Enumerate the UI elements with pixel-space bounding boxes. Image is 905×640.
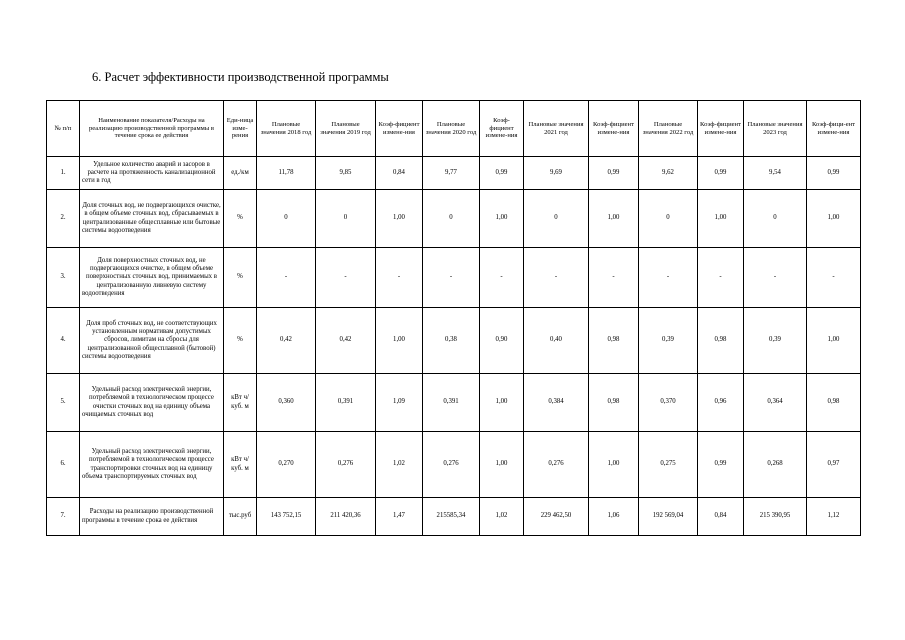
plan-2018-cell: 0,360 [257, 374, 316, 432]
row-unit: % [224, 248, 257, 308]
coef-cell: 1,00 [698, 190, 744, 248]
row-unit: ед./км [224, 157, 257, 190]
plan-2019-cell: - [316, 248, 376, 308]
header-plan-2021: Плановые значения 2021 год [524, 101, 589, 157]
header-unit: Еди-ница изме-рения [224, 101, 257, 157]
plan-2023-cell: 9,54 [744, 157, 807, 190]
coef-cell: 1,12 [807, 498, 861, 536]
row-name: Доля проб сточных вод, не соответствующих установленным нормативам допустимых сбросов, лимитам на сбросы для централизованной общесплавной (бытовой) системы водоотведения [80, 308, 224, 374]
coef-cell: - [698, 248, 744, 308]
coef-cell: 1,00 [480, 432, 524, 498]
table-row [47, 248, 861, 308]
plan-2021-cell: 0,384 [524, 374, 589, 432]
row-num: 7. [47, 498, 80, 536]
coef-cell: 0,96 [698, 374, 744, 432]
header-coef-4: Коэф-фициент измене-ния [698, 101, 744, 157]
plan-2019-cell: 211 420,36 [316, 498, 376, 536]
row-num: 3. [47, 248, 80, 308]
coef-cell: 1,00 [376, 190, 423, 248]
plan-2023-cell: - [744, 248, 807, 308]
plan-2018-cell: 0,42 [257, 308, 316, 374]
table-row [47, 498, 861, 536]
plan-2020-cell: 0,391 [423, 374, 480, 432]
plan-2019-cell: 0,42 [316, 308, 376, 374]
plan-2023-cell: 0 [744, 190, 807, 248]
coef-cell: 1,02 [480, 498, 524, 536]
plan-2022-cell: 9,62 [639, 157, 698, 190]
coef-cell: - [589, 248, 639, 308]
coef-cell: 0,84 [698, 498, 744, 536]
coef-cell: 1,00 [807, 190, 861, 248]
plan-2020-cell: 9,77 [423, 157, 480, 190]
coef-cell: - [480, 248, 524, 308]
plan-2018-cell: 143 752,15 [257, 498, 316, 536]
coef-cell: 0,99 [807, 157, 861, 190]
coef-cell: 1,02 [376, 432, 423, 498]
coef-cell: 1,00 [376, 308, 423, 374]
header-plan-2018: Плановые значения 2018 год [257, 101, 316, 157]
coef-cell: 0,99 [480, 157, 524, 190]
row-unit: % [224, 308, 257, 374]
table-row [47, 432, 861, 498]
plan-2019-cell: 0 [316, 190, 376, 248]
plan-2023-cell: 0,268 [744, 432, 807, 498]
plan-2023-cell: 215 390,95 [744, 498, 807, 536]
plan-2021-cell: 9,69 [524, 157, 589, 190]
plan-2022-cell: 0 [639, 190, 698, 248]
row-name: Доля сточных вод, не подвергающихся очистке, в общем объеме сточных вод, сбрасываемых в централизованные общесплавные или бытовые системы водоотведения [80, 190, 224, 248]
plan-2023-cell: 0,39 [744, 308, 807, 374]
page-title: 6. Расчет эффективности производственной программы [92, 70, 389, 84]
row-num: 1. [47, 157, 80, 190]
header-plan-2020: Плановые значения 2020 год [423, 101, 480, 157]
coef-cell: 0,98 [589, 374, 639, 432]
coef-cell: 0,99 [698, 157, 744, 190]
coef-cell: 0,99 [589, 157, 639, 190]
plan-2020-cell: 0,276 [423, 432, 480, 498]
coef-cell: 0,99 [698, 432, 744, 498]
row-name: Удельный расход электрической энергии, потребляемой в технологическом процессе транспортировки сточных вод на единицу объема транспортируемых сточных вод [80, 432, 224, 498]
coef-cell: - [376, 248, 423, 308]
row-name: Удельный расход электрической энергии, потребляемой в технологическом процессе очистки сточных вод на единицу объема очищаемых сточных вод [80, 374, 224, 432]
coef-cell: 1,00 [589, 432, 639, 498]
table-header-row [47, 101, 861, 157]
header-num: № п/п [47, 101, 80, 157]
coef-cell: 0,98 [807, 374, 861, 432]
plan-2020-cell: 0 [423, 190, 480, 248]
plan-2018-cell: 0,270 [257, 432, 316, 498]
header-name: Наименование показателя/Расходы на реализацию производственной программы в течение срока ее действия [80, 101, 224, 157]
row-num: 4. [47, 308, 80, 374]
plan-2021-cell: 0,276 [524, 432, 589, 498]
plan-2021-cell: 0 [524, 190, 589, 248]
coef-cell: 0,98 [589, 308, 639, 374]
plan-2022-cell: 0,39 [639, 308, 698, 374]
coef-cell: 0,98 [698, 308, 744, 374]
row-unit: кВт ч/куб. м [224, 374, 257, 432]
coef-cell: 0,84 [376, 157, 423, 190]
header-coef-1: Коэф-фициент измене-ния [376, 101, 423, 157]
row-name: Расходы на реализацию производственной программы в течение срока ее действия [80, 498, 224, 536]
row-unit: % [224, 190, 257, 248]
plan-2022-cell: 0,370 [639, 374, 698, 432]
row-name: Удельное количество аварий и засоров в расчете на протяженность канализационной сети в год [80, 157, 224, 190]
plan-2021-cell: - [524, 248, 589, 308]
header-coef-5: Коэф-фици-ент измене-ния [807, 101, 861, 157]
header-plan-2022: Плановые значения 2022 год [639, 101, 698, 157]
plan-2019-cell: 9,85 [316, 157, 376, 190]
plan-2023-cell: 0,364 [744, 374, 807, 432]
plan-2018-cell: 11,78 [257, 157, 316, 190]
header-coef-2: Коэф-фициент измене-ния [480, 101, 524, 157]
row-name: Доля поверхностных сточных вод, не подвергающихся очистке, в общем объеме поверхностных сточных вод, принимаемых в централизованную ливневую систему водоотведения [80, 248, 224, 308]
row-unit: кВт ч/куб. м [224, 432, 257, 498]
plan-2020-cell: 0,38 [423, 308, 480, 374]
header-coef-3: Коэф-фициент измене-ния [589, 101, 639, 157]
row-num: 6. [47, 432, 80, 498]
coef-cell: 1,00 [480, 190, 524, 248]
coef-cell: - [807, 248, 861, 308]
coef-cell: 1,06 [589, 498, 639, 536]
coef-cell: 0,97 [807, 432, 861, 498]
table-row [47, 308, 861, 374]
plan-2022-cell: 0,275 [639, 432, 698, 498]
row-unit: тыс.руб [224, 498, 257, 536]
header-plan-2023: Плановые значения 2023 год [744, 101, 807, 157]
plan-2018-cell: 0 [257, 190, 316, 248]
row-num: 5. [47, 374, 80, 432]
table-row [47, 374, 861, 432]
coef-cell: 1,09 [376, 374, 423, 432]
coef-cell: 1,00 [807, 308, 861, 374]
coef-cell: 0,90 [480, 308, 524, 374]
plan-2019-cell: 0,276 [316, 432, 376, 498]
coef-cell: 1,00 [480, 374, 524, 432]
header-plan-2019: Плановые значения 2019 год [316, 101, 376, 157]
efficiency-table [46, 100, 861, 536]
plan-2022-cell: 192 569,04 [639, 498, 698, 536]
plan-2021-cell: 0,40 [524, 308, 589, 374]
plan-2018-cell: - [257, 248, 316, 308]
plan-2022-cell: - [639, 248, 698, 308]
plan-2021-cell: 229 462,50 [524, 498, 589, 536]
plan-2020-cell: 215585,34 [423, 498, 480, 536]
table-row [47, 190, 861, 248]
coef-cell: 1,00 [589, 190, 639, 248]
plan-2020-cell: - [423, 248, 480, 308]
plan-2019-cell: 0,391 [316, 374, 376, 432]
row-num: 2. [47, 190, 80, 248]
coef-cell: 1,47 [376, 498, 423, 536]
table-row [47, 157, 861, 190]
